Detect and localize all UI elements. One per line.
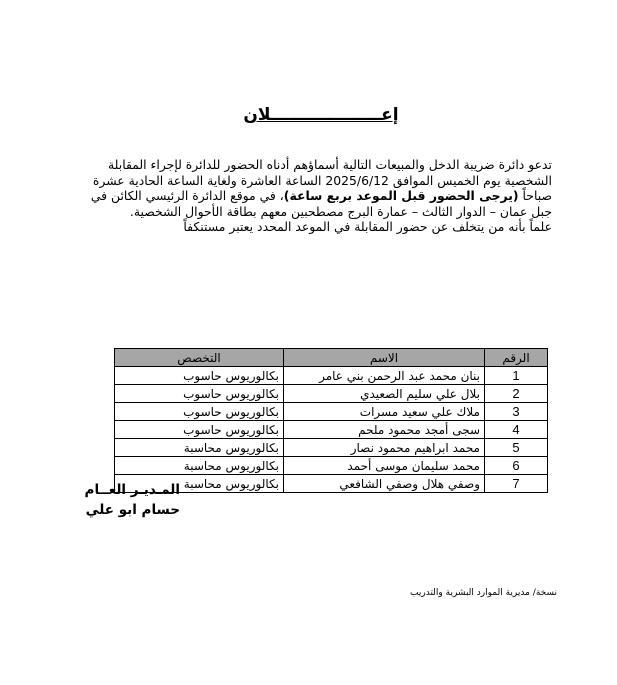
table-header-row <box>115 349 548 367</box>
row-specialization: بكالوريوس محاسبة <box>115 457 284 475</box>
row-specialization: بكالوريوس حاسوب <box>115 385 284 403</box>
candidates-table-container <box>114 348 548 493</box>
row-name: وصفي هلال وصفي الشافعي <box>284 475 485 493</box>
table-row <box>115 403 548 421</box>
table-row <box>115 385 548 403</box>
announcement-text: تدعو دائرة ضريبة الدخل والمبيعات التالية أسماؤهم أدناه الحضور للدائرة لإجراء المقابلة الشخصية يوم الخميس الموافق 2025/6/12 الساعة العاشرة ولغاية الساعة الحادية عشرة صباحاً <box>92 157 552 204</box>
row-number: 3 <box>485 403 548 421</box>
table-row <box>115 421 548 439</box>
row-name: سجى أمجد محمود ملحم <box>284 421 485 439</box>
row-specialization: بكالوريوس حاسوب <box>115 367 284 385</box>
table-row <box>115 457 548 475</box>
signature-block <box>80 480 180 520</box>
row-specialization: بكالوريوس حاسوب <box>115 421 284 439</box>
row-name: ملاك علي سعيد مسرات <box>284 403 485 421</box>
signatory-title: المـديـر العــام <box>84 482 180 498</box>
row-number: 2 <box>485 385 548 403</box>
row-number: 4 <box>485 421 548 439</box>
absence-note: علماً بأنه من يتخلف عن حضور المقابلة في الموعد المحدد يعتبر مستنكفاً <box>183 219 552 235</box>
header-specialization: التخصص <box>115 349 284 367</box>
announcement-location: ، في موقع الدائرة الرئيسي الكائن في جبل عمان – الدوار الثالث – عمارة البرج مصطحبين معهم بطاقة الأحوال الشخصية. <box>90 188 552 219</box>
row-name: محمد ابراهيم محمود نصار <box>284 439 485 457</box>
row-number: 6 <box>485 457 548 475</box>
row-name: بلال علي سليم الصعيدي <box>284 385 485 403</box>
announcement-body <box>72 157 552 235</box>
row-number: 5 <box>485 439 548 457</box>
copy-note: نسخة/ مديرية الموارد البشرية والتدريب <box>410 588 557 598</box>
signatory-name: حسام ابو علي <box>85 502 180 518</box>
row-specialization: بكالوريوس محاسبة <box>115 475 284 493</box>
table-row <box>115 439 548 457</box>
arrival-instruction: (يرجى الحضور قبل الموعد بربع ساعة) <box>283 188 519 204</box>
row-name: محمد سليمان موسى أحمد <box>284 457 485 475</box>
row-number: 7 <box>485 475 548 493</box>
row-specialization: بكالوريوس محاسبة <box>115 439 284 457</box>
header-number: الرقم <box>485 349 548 367</box>
table-row <box>115 367 548 385</box>
candidates-table <box>114 348 548 493</box>
row-number: 1 <box>485 367 548 385</box>
page-title: إعـــــــــــــــــــلان <box>243 105 399 125</box>
row-specialization: بكالوريوس حاسوب <box>115 403 284 421</box>
row-name: بنان محمد عبد الرحمن بني عامر <box>284 367 485 385</box>
header-name: الاسم <box>284 349 485 367</box>
